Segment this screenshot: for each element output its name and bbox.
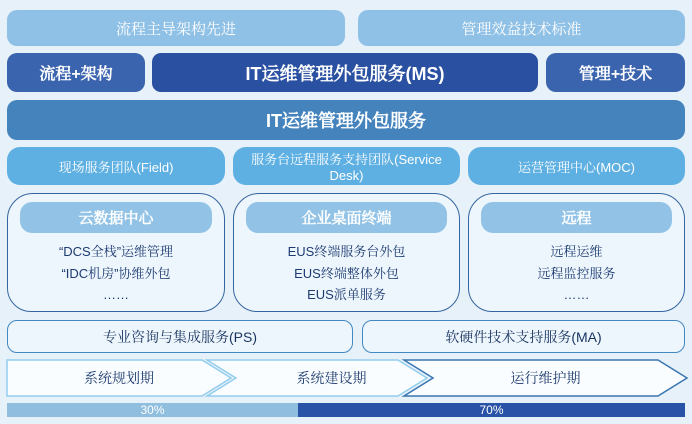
team-box-field	[7, 147, 225, 185]
group-card-cloud-datacenter	[7, 193, 225, 312]
group-item: ……	[103, 286, 129, 302]
ms-row-left-box	[7, 53, 145, 92]
ms-row-right-label: 管理+技术	[578, 66, 653, 83]
principle-label-management: 管理效益技术标准	[461, 20, 582, 38]
service-band-label: IT运维管理外包服务	[266, 111, 426, 131]
principle-box-management	[358, 10, 685, 46]
group-header-desktop-terminal	[246, 202, 447, 233]
group-title: 企业桌面终端	[301, 210, 392, 227]
team-label-field: 现场服务团队(Field)	[58, 159, 174, 175]
group-item: 远程监控服务	[537, 265, 616, 281]
ms-row-left-label: 流程+架构	[39, 66, 113, 83]
group-card-desktop-terminal	[233, 193, 460, 312]
service-band	[7, 100, 685, 140]
ms-row-center-label: IT运维管理外包服务(MS)	[245, 63, 445, 84]
team-label-moc: 运营管理中心(MOC)	[518, 159, 635, 175]
group-item: EUS终端整体外包	[294, 265, 399, 281]
ms-row-right-box	[546, 53, 685, 92]
support-box-ps	[7, 320, 353, 353]
group-item: ……	[563, 286, 590, 302]
group-item: EUS派单服务	[307, 286, 386, 302]
team-box-service-desk	[233, 147, 460, 185]
group-item-list	[240, 240, 453, 307]
phase-label-planning: 系统规划期	[84, 370, 154, 386]
support-label-ps: 专业咨询与集成服务(PS)	[103, 328, 257, 345]
principle-box-process	[7, 10, 345, 46]
principle-label-process: 流程主导架构先进	[115, 20, 236, 38]
support-box-ma	[362, 320, 685, 353]
team-box-moc	[468, 147, 685, 185]
phase-label-construction: 系统建设期	[296, 370, 367, 386]
group-item-list	[14, 240, 218, 307]
ratio-bar-left-label: 30%	[140, 403, 165, 417]
group-header-remote	[481, 202, 672, 233]
group-item: “DCS全栈”运维管理	[58, 244, 174, 260]
phase-label-maintenance: 运行维护期	[510, 370, 581, 386]
group-card-remote	[468, 193, 685, 312]
group-header-cloud-datacenter	[20, 202, 212, 233]
group-item-list	[475, 240, 678, 307]
ratio-bar-left-segment	[7, 403, 298, 417]
ratio-bar-right-segment	[298, 403, 685, 417]
support-label-ma: 软硬件技术支持服务(MA)	[445, 328, 602, 345]
team-label-service-desk: 服务台远程服务支持团队(Service Desk)	[251, 152, 442, 183]
group-item: “IDC机房”协维外包	[61, 265, 171, 281]
group-item: 远程运维	[550, 244, 603, 260]
ratio-bar-right-label: 70%	[479, 403, 504, 417]
group-item: EUS终端服务台外包	[287, 244, 406, 260]
group-title: 远程	[561, 210, 592, 227]
group-title: 云数据中心	[78, 210, 154, 227]
ms-row-center-box	[152, 53, 538, 92]
